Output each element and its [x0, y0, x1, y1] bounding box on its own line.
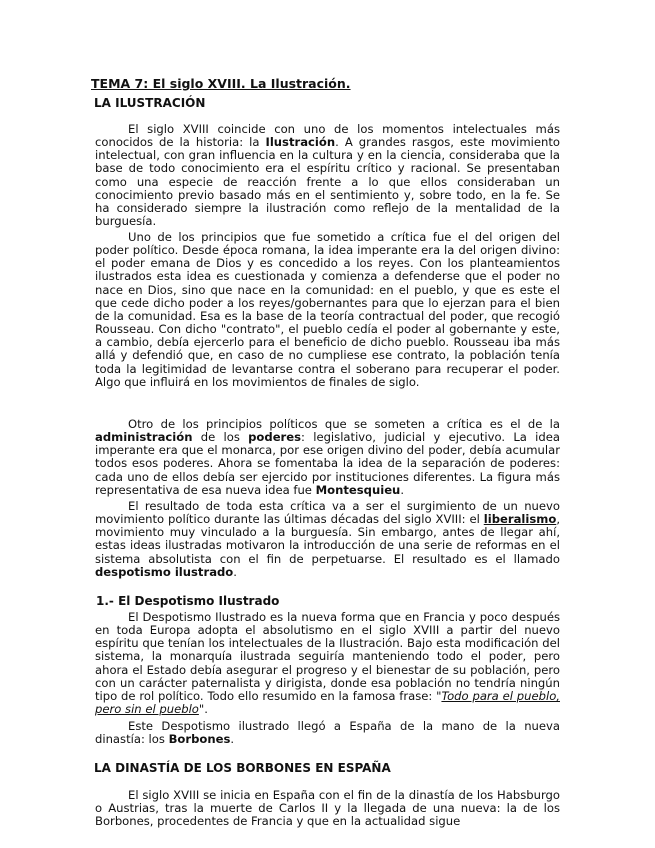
p4-term-liberalismo: liberalismo [483, 512, 557, 527]
p3-term-montesquieu: Montesquieu [315, 482, 401, 497]
p5-text-c: ". [198, 702, 208, 717]
p7-text: El siglo XVIII se inicia en España con el fin de la dinastía de los Habsburgo o Austrias, tras la muerte de Carlos II y la llegada de una nueva: la de los Borbones, procedentes de Francia y que en la actualidad sigue [95, 788, 560, 829]
p1-text-a: El siglo XVIII coincide con uno de los momentos intelectuales más conocidos de la historia: la [95, 122, 560, 150]
paragraph-7 [95, 789, 560, 828]
p6-text-c: . [230, 732, 235, 747]
p5-famous-quote: Todo para el pueblo, pero sin el pueblo [95, 688, 560, 717]
p3-term-administracion: administración [95, 430, 193, 445]
p3-text-g: . [400, 482, 405, 497]
p1-text-c: . A grandes rasgos, este movimiento intelectual, con gran influencia en la cultura y en la ciencia, consideraba que la base de todo conocimiento era el espíritu crítico y racional. Se presentaban como una especie de reacción frente a lo que ellos consideraban un conocimiento previo basado más en el sentimiento y, sobre todo, en la fe. Se ha considerado siempre la ilustración como reflejo de la mentalidad de la burguesía. [95, 135, 560, 229]
p3-text-c: de los [192, 430, 249, 445]
paragraph-1 [95, 123, 560, 228]
p4-text-c: , movimiento muy vinculado a la burguesía. Sin embargo, antes de llegar ahí, estas ideas ilustradas motivaron la introducción de una serie de reformas en el sistema absolutista con el fin de perpetuarse. El resultado es el llamado [95, 512, 560, 566]
document-title: TEMA 7: El siglo XVIII. La Ilustración. [91, 76, 351, 91]
p4-text-e: . [233, 564, 237, 579]
paragraph-5 [95, 611, 560, 716]
p4-term-despotismo-ilustrado: despotismo ilustrado [95, 564, 234, 579]
p3-term-poderes: poderes [248, 430, 302, 445]
paragraph-3 [95, 418, 560, 497]
section-heading-borbones: LA DINASTÍA DE LOS BORBONES EN ESPAÑA [94, 761, 391, 775]
p3-text-e: : legislativo, judicial y ejecutivo. La idea imperante era que el monarca, por ese origen divino del poder, debía acumular todos esos poderes. Ahora se fomentaba la idea de la separación de poderes: cada uno de ellos debía ser ejercido por instituciones diferentes. La figura más representativa de esa nueva idea fue [95, 430, 560, 497]
paragraph-4 [95, 500, 560, 579]
p3-text-a: Otro de los principios políticos que se someten a crítica es el de la [128, 417, 560, 431]
p5-text-a: El Despotismo Ilustrado es la nueva forma que en Francia y poco después en toda Europa adopta el absolutismo en el siglo XVIII a partir del nuevo espíritu que tenían los intelectuales de la Ilustración. Bajo esta modificación del sistema, la monarquía ilustrada seguiría manteniendo todo el poder, pero ahora el Estado debía asegurar el progreso y el bienestar de su población, pero con un carácter paternalista y dirigista, donde esa población no tendría ningún tipo de rol político. Todo ello resumido en la famosa frase: " [95, 610, 560, 703]
paragraph-6 [95, 720, 560, 746]
p4-text-a: El resultado de toda esta crítica va a ser el surgimiento de un nuevo movimiento político durante las últimas décadas del siglo XVIII: el [95, 499, 560, 527]
p2-text: Uno de los principios que fue sometido a crítica fue el del origen del poder político. Desde época romana, la idea imperante era la del origen divino: el poder emana de Dios y es concedido a los reyes. Con los planteamientos ilustrados esta idea es cuestionada y comienza a defenderse que el poder no nace en Dios, sino que nace en la comunidad: en el pueblo, y que es este el que cede dicho poder a los reyes/gobernantes para que lo ejerzan para el bien de la comunidad. Esa es la base de la teoría contractual del poder, que recogió Rousseau. Con dicho "contrato", el pueblo cedía el poder al gobernante y este, a cambio, debía ejercerlo para el beneficio de dicho pueblo. Rousseau iba más allá y defendió que, en caso de no cumpliese ese contrato, la población tenía toda la legitimidad de levantarse contra el soberano para recuperar el poder. Algo que influirá en los movimientos de finales de siglo. [95, 230, 560, 389]
section-heading-ilustracion: LA ILUSTRACIÓN [94, 96, 206, 110]
p1-term-ilustracion: Ilustración [265, 135, 336, 150]
p6-text-a: Este Despotismo ilustrado llegó a España de la mano de la nueva dinastía: los [95, 719, 560, 747]
p6-term-borbones: Borbones [168, 732, 231, 747]
subheading-despotismo-ilustrado: 1.- El Despotismo Ilustrado [96, 594, 280, 608]
paragraph-2 [95, 231, 560, 389]
